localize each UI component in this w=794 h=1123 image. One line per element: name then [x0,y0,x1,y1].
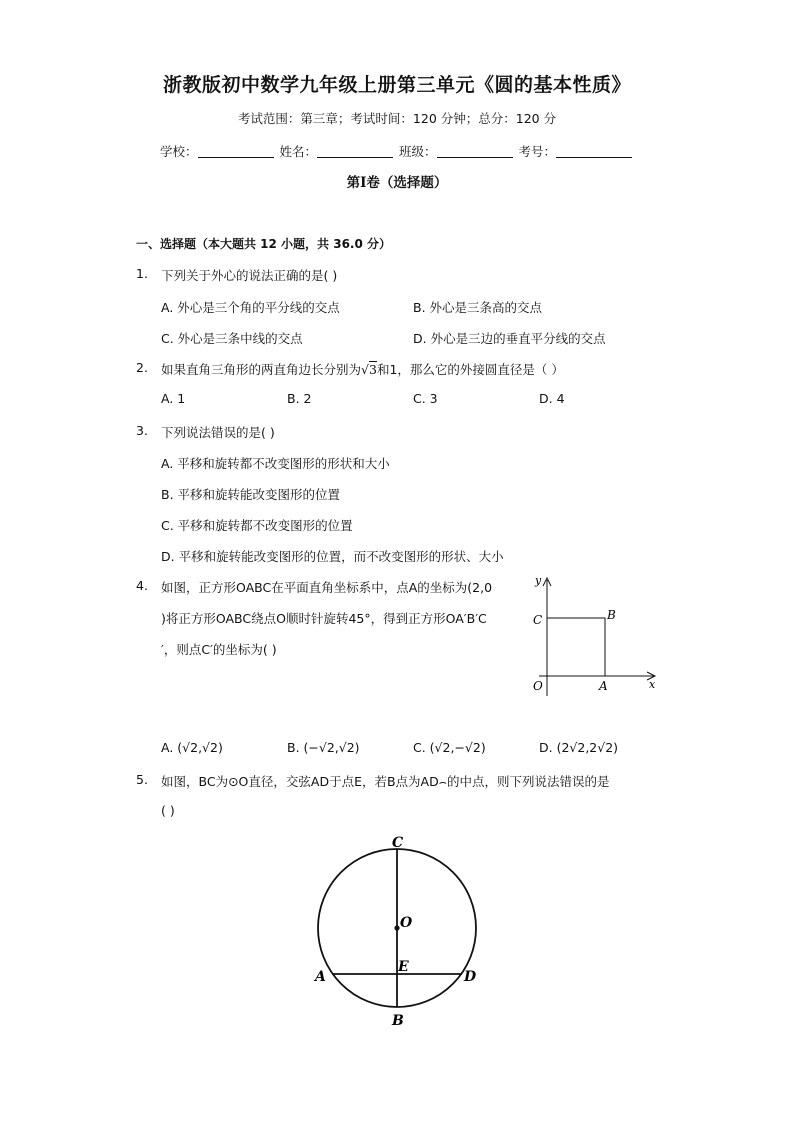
sqrt-symbol: √3 [361,362,377,377]
option-a[interactable]: A. 平移和旋转都不改变图形的形状和大小 [161,456,390,471]
point-o-label: O [400,915,413,931]
square-oabc [547,618,605,676]
section-heading: 一、选择题（本大题共 12 小题，共 36.0 分） [136,237,392,251]
point-a-label: A [315,969,326,985]
option-b[interactable]: B. 外心是三条高的交点 [413,300,543,315]
school-label: 学校： [160,144,198,159]
point-o-label: O [533,679,543,693]
question-stem-line: )将正方形OABC绕点O顺时针旋转45°，得到正方形OA′B′C [161,611,487,626]
class-label: 班级： [399,144,437,159]
option-c[interactable]: C. (√2,−√2) [413,740,486,755]
center-point [394,925,399,930]
point-c-label: C [533,613,543,627]
page-title: 浙教版初中数学九年级上册第三单元《圆的基本性质》 [162,74,631,96]
option-a[interactable]: A. 1 [161,391,186,406]
option-a[interactable]: A. 外心是三个角的平分线的交点 [161,300,340,315]
option-a[interactable]: A. (√2,√2) [161,740,223,755]
option-b[interactable]: B. (−√2,√2) [287,740,360,755]
question-stem-line: 如图，正方形OABC在平面直角坐标系中，点A的坐标为(2,0 [161,580,493,595]
square-coordinate-figure [525,570,665,700]
name-label: 姓名： [279,144,318,159]
question-number: 2. [136,360,148,375]
option-d[interactable]: D. 平移和旋转能改变图形的位置，而不改变图形的形状、大小 [161,549,504,564]
point-d-label: D [464,969,477,985]
question-stem: 下列说法错误的是( ) [161,425,275,440]
exam-info: 考试范围：第三章；考试时间：120 分钟；总分：120 分 [237,111,557,126]
question-number: 5. [136,772,148,787]
point-b-label: B [607,608,616,622]
option-d[interactable]: D. 外心是三边的垂直平分线的交点 [413,331,606,346]
question-stem [161,360,564,378]
circle-figure [305,830,495,1030]
option-d[interactable]: D. (2√2,2√2) [539,740,619,755]
point-b-label: B [392,1013,404,1029]
question-stem: 下列关于外心的说法正确的是( ) [161,268,338,283]
x-axis-label: x [649,678,656,691]
question-number: 1. [136,266,148,281]
option-c[interactable]: C. 外心是三条中线的交点 [161,331,303,346]
question-number: 4. [136,578,148,593]
y-axis-label: y [535,574,542,587]
point-e-label: E [398,959,409,975]
id-blank[interactable] [556,157,632,158]
question-stem-line: 如图，BC为⊙O直径，交弦AD于点E，若B点为AD⌢的中点，则下列说法错误的是 [161,774,610,789]
option-c[interactable]: C. 平移和旋转都不改变图形的位置 [161,518,353,533]
option-b[interactable]: B. 2 [287,391,312,406]
question-stem-line: ( ) [161,803,175,818]
point-c-label: C [392,835,404,851]
class-blank[interactable] [437,157,513,158]
stem-part: 如果直角三角形的两直角边长分别为 [161,362,362,377]
school-blank[interactable] [198,157,274,158]
student-info-line [160,142,634,160]
point-a-label: A [599,679,608,693]
question-stem-line: ′，则点C′的坐标为( ) [161,642,277,657]
option-d[interactable]: D. 4 [539,391,565,406]
id-label: 考号： [518,144,557,159]
name-blank[interactable] [317,157,393,158]
volume-heading: 第I卷（选择题） [346,175,448,191]
option-b[interactable]: B. 平移和旋转能改变图形的位置 [161,487,341,502]
option-c[interactable]: C. 3 [413,391,438,406]
stem-part: 和1，那么它的外接圆直径是（ ） [376,362,564,377]
sqrt-radicand: 3 [368,362,377,377]
question-number: 3. [136,423,148,438]
